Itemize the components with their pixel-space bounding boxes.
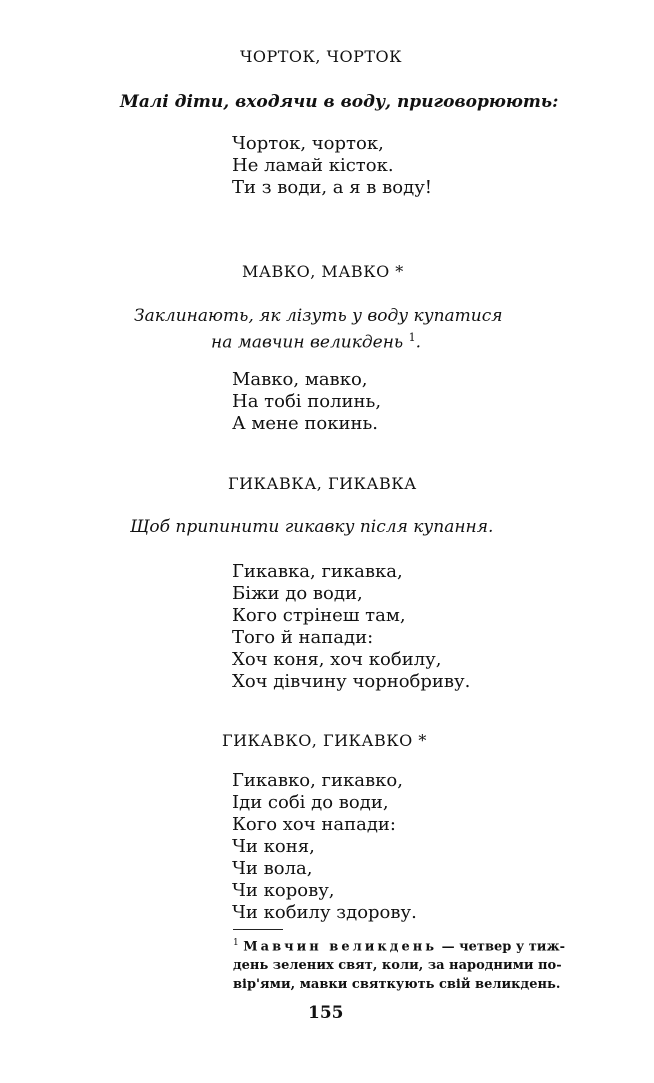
verse	[232, 561, 470, 693]
verse	[232, 133, 432, 199]
verse-line: Хоч дівчину чорнобриву.	[232, 671, 471, 692]
footnote-rule	[233, 929, 283, 930]
verse	[232, 369, 381, 435]
verse-line: А мене покинь.	[232, 413, 378, 434]
section-title: ГИКАВКА, ГИКАВКА	[228, 474, 417, 493]
footnote-term: Мавчин великдень	[243, 939, 438, 955]
section-title: МАВКО, МАВКО *	[242, 262, 404, 281]
verse-line: Ти з води, а я в воду!	[232, 177, 433, 198]
verse-line: Хоч коня, хоч кобилу,	[232, 649, 442, 670]
verse-line: Чи коня,	[232, 836, 315, 857]
page-number: 155	[308, 1003, 344, 1023]
verse-line: Біжи до води,	[232, 583, 363, 604]
footnote-line: день зелених свят, коли, за народними по-	[233, 958, 562, 974]
verse-line: Іди собі до води,	[232, 792, 389, 813]
verse-line: Мавко, мавко,	[232, 369, 368, 390]
verse-line: Кого стрінеш там,	[232, 605, 406, 626]
verse-line: Гикавка, гикавка,	[232, 561, 403, 582]
section-intro-line: Заклинають, як лізуть у воду купатися	[134, 306, 503, 326]
verse-line: Чи корову,	[232, 880, 335, 901]
verse-line: Не ламай кісток.	[232, 155, 394, 176]
verse-line: На тобі полинь,	[232, 391, 382, 412]
footnote-line: вір'ями, мавки святкують свій великдень.	[233, 977, 561, 993]
verse-line: Чорток, чорток,	[232, 133, 384, 154]
section-intro-line	[211, 326, 421, 355]
verse-line: Кого хоч напади:	[232, 814, 396, 835]
footnote-line	[233, 934, 621, 956]
section-title: ГИКАВКО, ГИКАВКО *	[222, 731, 427, 750]
section-intro: Щоб припинити гикавку після купання.	[130, 517, 494, 537]
footnote-number: 1	[233, 938, 239, 948]
footnote	[233, 934, 621, 994]
verse-line: Того й напади:	[232, 627, 374, 648]
intro-period: .	[415, 332, 421, 353]
verse	[232, 770, 417, 924]
verse-line: Чи кобилу здорову.	[232, 902, 417, 923]
verse-line: Гикавко, гикавко,	[232, 770, 403, 791]
footnote-text: — четвер у тиж-	[437, 939, 565, 955]
verse-line: Чи вола,	[232, 858, 313, 879]
intro-text: на мавчин великдень	[211, 332, 404, 353]
section-title: ЧОРТОК, ЧОРТОК	[240, 47, 403, 66]
section-intro: Малі діти, входячи в воду, приговорюють:	[120, 92, 559, 112]
footnote-marker: 1	[408, 331, 416, 344]
